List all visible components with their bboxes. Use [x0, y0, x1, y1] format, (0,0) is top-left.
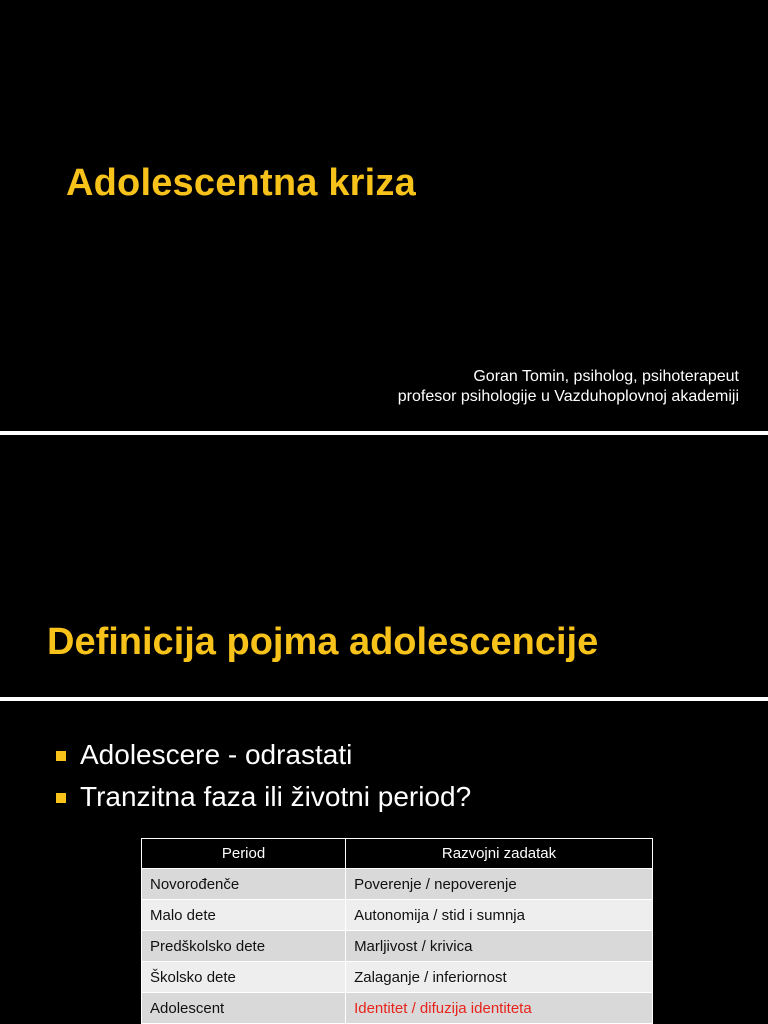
slide-title	[0, 0, 768, 431]
author-line-2: profesor psihologije u Vazduhoplovnoj akademiji	[397, 388, 739, 405]
author-info	[139, 367, 739, 407]
table-row	[142, 993, 653, 1024]
cell-task: Autonomija / stid i sumnja	[346, 900, 653, 931]
slide-content	[0, 701, 768, 1024]
cell-period: Školsko dete	[142, 962, 346, 993]
cell-task: Zalaganje / inferiornost	[346, 962, 653, 993]
definition-heading: Definicija pojma adolescencije	[47, 621, 599, 663]
table-row	[142, 869, 653, 900]
slide-title-heading: Adolescentna kriza	[66, 162, 416, 204]
cell-period: Predškolsko dete	[142, 931, 346, 962]
author-line-1: Goran Tomin, psiholog, psihoterapeut	[473, 368, 739, 385]
bullet-item	[54, 776, 471, 818]
slide-definition	[0, 435, 768, 697]
column-header-task: Razvojni zadatak	[346, 839, 653, 869]
column-header-period: Period	[142, 839, 346, 869]
cell-period: Malo dete	[142, 900, 346, 931]
table-row	[142, 962, 653, 993]
bullet-text: Tranzitna faza ili životni period?	[80, 781, 472, 812]
cell-task: Poverenje / nepoverenje	[346, 869, 653, 900]
bullet-list	[54, 734, 471, 818]
cell-period: Adolescent	[142, 993, 346, 1024]
bullet-text: Adolescere - odrastati	[80, 739, 353, 770]
table-row	[142, 931, 653, 962]
bullet-square-icon	[56, 751, 66, 761]
table-row	[142, 900, 653, 931]
development-table	[141, 838, 653, 1024]
cell-period: Novorođenče	[142, 869, 346, 900]
bullet-item	[54, 734, 471, 776]
table-header-row	[142, 839, 653, 869]
cell-task-highlighted: Identitet / difuzija identiteta	[346, 993, 653, 1024]
bullet-square-icon	[56, 793, 66, 803]
cell-task: Marljivost / krivica	[346, 931, 653, 962]
